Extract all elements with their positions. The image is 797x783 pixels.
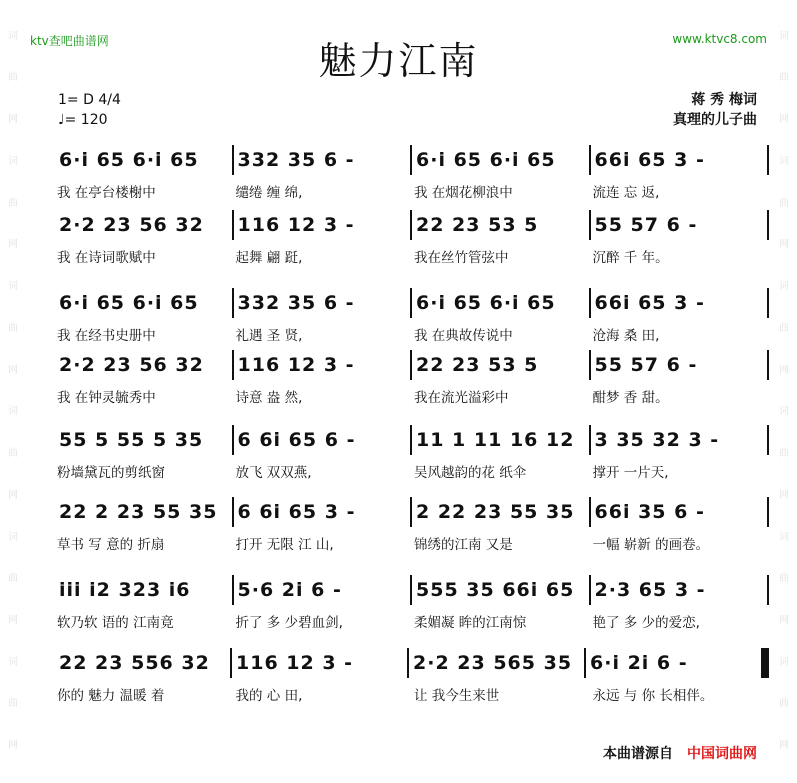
lyric-segment: 我 在经书史册中 (57, 328, 156, 344)
lyric-segment: 我 在诗词歌赋中 (57, 250, 156, 266)
lyric-segment: 吴风越韵的花 纸伞 (414, 465, 527, 481)
lyrics-line (55, 461, 769, 481)
measure: 555 35 66i 65 (416, 579, 575, 601)
measure: 55 57 6 - (594, 214, 698, 236)
measure: 55 5 55 5 35 (59, 429, 204, 451)
watermark-char: 网 (8, 740, 18, 752)
measure: 6·i 65 6·i 65 (59, 292, 199, 314)
key-signature: 1= D 4/4 (58, 92, 121, 108)
watermark-char: 曲 (8, 197, 18, 209)
lyric-segment: 我在流光溢彩中 (414, 390, 509, 406)
lyric-segment: 一幅 崭新 的画卷。 (592, 537, 710, 553)
measure: 116 12 3 - (237, 214, 355, 236)
watermark-char: 曲 (8, 698, 18, 710)
watermark-char: 词 (779, 531, 789, 543)
source-label: 本曲谱源自 (603, 746, 673, 762)
measure: 332 35 6 - (237, 292, 355, 314)
lyric-segment: 让 我今生来世 (414, 688, 500, 704)
key-tempo-block (58, 90, 121, 130)
measure: 22 23 53 5 (416, 354, 539, 376)
barline (767, 425, 769, 455)
lyrics-line (55, 386, 769, 406)
lyric-segment: 我 在典故传说中 (414, 328, 513, 344)
repeat-end-barline (761, 648, 769, 678)
measure: 2·2 23 565 35 (413, 652, 573, 674)
composer: 真理的儿子曲 (673, 112, 757, 128)
lyric-segment: 我在丝竹管弦中 (414, 250, 509, 266)
lyrics-line (55, 684, 769, 704)
watermark-char: 词 (8, 30, 18, 42)
watermark-char: 曲 (779, 573, 789, 585)
lyric-segment: 永远 与 你 长相伴。 (592, 688, 714, 704)
barline (767, 210, 769, 240)
lyric-segment: 起舞 翩 跹, (235, 250, 303, 266)
lyric-segment: 我的 心 田, (235, 688, 303, 704)
watermark-right (771, 0, 797, 783)
watermark-char: 词 (8, 531, 18, 543)
measure: 116 12 3 - (237, 354, 355, 376)
lyric-segment: 艳了 多 少的爱恋, (592, 615, 700, 631)
watermark-char: 网 (8, 364, 18, 376)
lyric-segment: 粉墙黛瓦的剪纸窗 (57, 465, 165, 481)
measure: 2 22 23 55 35 (416, 501, 575, 523)
credits-block (673, 90, 757, 130)
lyricist: 蒋 秀 梅词 (691, 92, 757, 108)
watermark-char: 词 (779, 281, 789, 293)
measure: 11 1 11 16 12 (416, 429, 575, 451)
watermark-char: 词 (779, 30, 789, 42)
watermark-char: 网 (8, 114, 18, 126)
watermark-char: 网 (779, 740, 789, 752)
lyric-segment: 折了 多 少碧血剑, (235, 615, 343, 631)
lyrics-line (55, 246, 769, 266)
lyric-segment: 礼遇 圣 贤, (235, 328, 303, 344)
lyric-segment: 我 在烟花柳浪中 (414, 185, 513, 201)
measure: 22 2 23 55 35 (59, 501, 218, 523)
watermark-char: 曲 (779, 197, 789, 209)
lyrics-line (55, 611, 769, 631)
lyric-segment: 诗意 盎 然, (235, 390, 303, 406)
watermark-char: 曲 (779, 322, 789, 334)
lyric-segment: 柔媚凝 眸的江南惊 (414, 615, 527, 631)
lyric-segment: 放飞 双双燕, (235, 465, 312, 481)
watermark-char: 曲 (779, 448, 789, 460)
lyric-segment: 我 在亭台楼榭中 (57, 185, 156, 201)
watermark-char: 曲 (8, 72, 18, 84)
lyric-segment: 软乃软 语的 江南竟 (57, 615, 174, 631)
watermark-char: 曲 (8, 448, 18, 460)
measure: 6·i 2i 6 - (590, 652, 688, 674)
measure: 6·i 65 6·i 65 (416, 292, 556, 314)
watermark-char: 词 (779, 155, 789, 167)
lyric-segment: 缱绻 缠 绵, (235, 185, 303, 201)
watermark-char: 网 (779, 239, 789, 251)
watermark-char: 网 (779, 615, 789, 627)
watermark-char: 词 (8, 281, 18, 293)
watermark-char: 网 (8, 615, 18, 627)
notation-line (55, 497, 769, 527)
notation-line (55, 210, 769, 240)
lyrics-line (55, 181, 769, 201)
watermark-char: 网 (779, 364, 789, 376)
watermark-char: 网 (8, 489, 18, 501)
notation-line (55, 648, 769, 678)
measure: 5·6 2i 6 - (237, 579, 342, 601)
lyric-segment: 打开 无限 江 山, (235, 537, 334, 553)
lyric-segment: 草书 写 意的 折扇 (57, 537, 165, 553)
watermark-char: 词 (8, 656, 18, 668)
measure: 2·2 23 56 32 (59, 354, 204, 376)
watermark-char: 词 (779, 406, 789, 418)
barline (767, 575, 769, 605)
watermark-char: 曲 (8, 573, 18, 585)
lyrics-line (55, 324, 769, 344)
notation-line (55, 288, 769, 318)
notation-line (55, 425, 769, 455)
watermark-char: 词 (8, 406, 18, 418)
notation-line (55, 575, 769, 605)
barline (767, 145, 769, 175)
measure: 2·3 65 3 - (594, 579, 706, 601)
source-site[interactable]: 中国词曲网 (687, 746, 757, 762)
measure: 6·i 65 6·i 65 (416, 149, 556, 171)
measure: 116 12 3 - (236, 652, 354, 674)
measure: 6 6i 65 6 - (237, 429, 356, 451)
watermark-char: 网 (779, 114, 789, 126)
song-title: 魅力江南 (318, 39, 479, 83)
watermark-char: 曲 (779, 72, 789, 84)
notation-line (55, 145, 769, 175)
notation-line (55, 350, 769, 380)
barline (767, 497, 769, 527)
site-url-right[interactable]: www.ktvc8.com (672, 32, 767, 46)
measure: 6 6i 65 3 - (237, 501, 356, 523)
lyrics-line (55, 533, 769, 553)
lyric-segment: 流连 忘 返, (592, 185, 660, 201)
measure: 6·i 65 6·i 65 (59, 149, 199, 171)
measure: iii i2 323 i6 (59, 579, 191, 601)
barline (767, 350, 769, 380)
watermark-char: 词 (8, 155, 18, 167)
watermark-char: 网 (779, 489, 789, 501)
measure: 66i 65 3 - (594, 149, 705, 171)
watermark-char: 曲 (8, 322, 18, 334)
tempo-marking: ♩= 120 (58, 112, 108, 128)
measure: 22 23 53 5 (416, 214, 539, 236)
measure: 22 23 556 32 (59, 652, 210, 674)
barline (767, 288, 769, 318)
watermark-char: 曲 (779, 698, 789, 710)
measure: 332 35 6 - (237, 149, 355, 171)
measure: 3 35 32 3 - (594, 429, 720, 451)
watermark-left (0, 0, 26, 783)
footer-source (603, 743, 757, 763)
measure: 66i 65 3 - (594, 292, 705, 314)
measure: 66i 35 6 - (594, 501, 705, 523)
lyric-segment: 我 在钟灵毓秀中 (57, 390, 156, 406)
watermark-char: 词 (779, 656, 789, 668)
measure: 2·2 23 56 32 (59, 214, 204, 236)
lyric-segment: 锦绣的江南 又是 (414, 537, 513, 553)
lyric-segment: 你的 魅力 温暖 着 (57, 688, 165, 704)
lyric-segment: 沧海 桑 田, (592, 328, 660, 344)
lyric-segment: 沉醉 千 年。 (592, 250, 669, 266)
watermark-char: 网 (8, 239, 18, 251)
site-name-left[interactable]: ktv查吧曲谱网 (30, 34, 109, 48)
lyric-segment: 酣梦 香 甜。 (592, 390, 669, 406)
measure: 55 57 6 - (594, 354, 698, 376)
lyric-segment: 撑开 一片天, (592, 465, 669, 481)
